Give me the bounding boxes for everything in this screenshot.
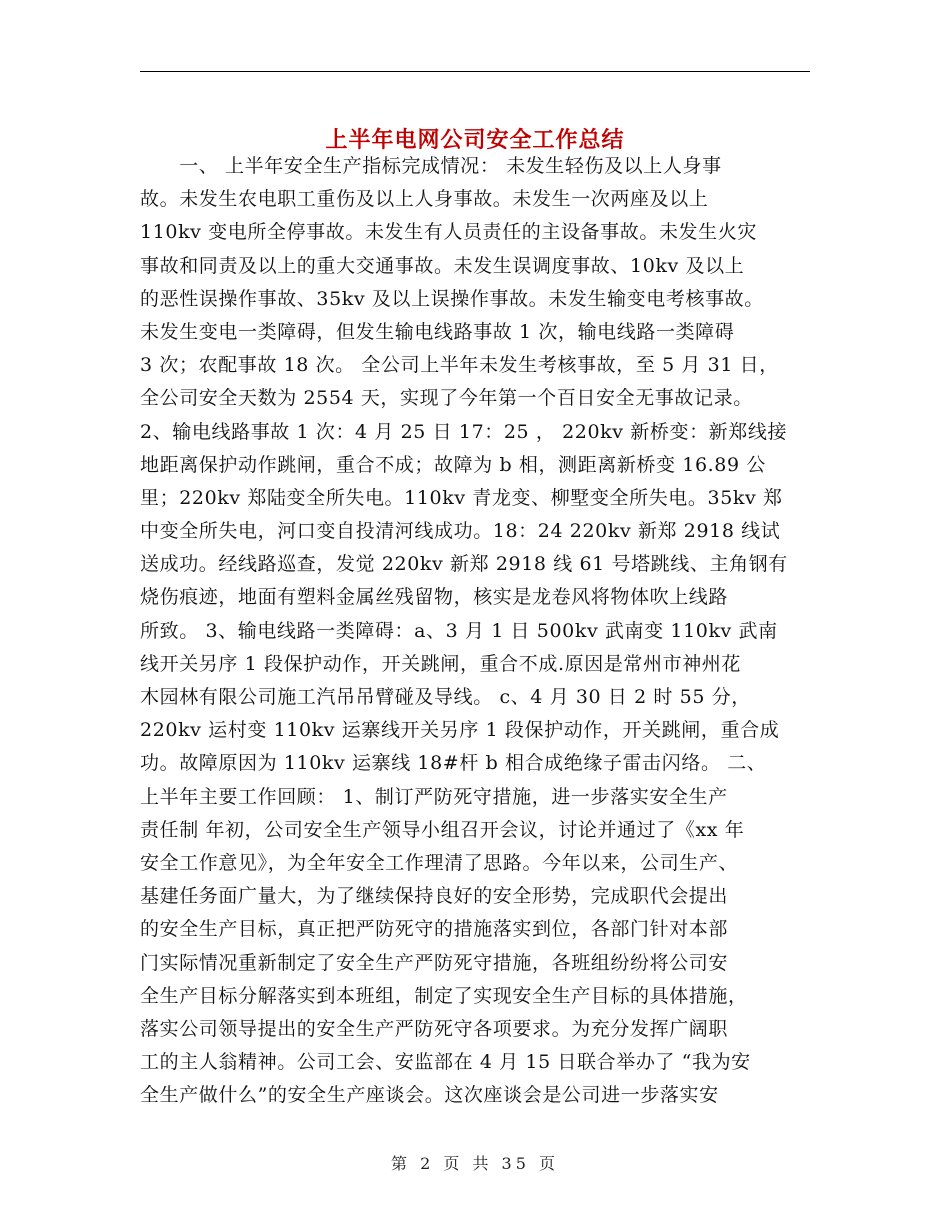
body-line: 门实际情况重新制定了安全生产严防死守措施，各班组纷纷将公司安 xyxy=(140,951,729,974)
body-line: 地距离保护动作跳闸，重合不成；故障为 b 相，测距离新桥变 16.89 公 xyxy=(140,453,766,476)
body-line: 故。未发生农电职工重伤及以上人身事故。未发生一次两座及以上 xyxy=(140,188,709,211)
document-body xyxy=(140,150,812,1112)
body-line: 的恶性误操作事故、35kv 及以上误操作事故。未发生输变电考核事故。 xyxy=(140,287,764,310)
body-line: 所致。 3、输电线路一类障碍：a、3 月 1 日 500kv 武南变 110kv 武南 xyxy=(140,619,778,642)
body-line: 2、输电线路事故 1 次：4 月 25 日 17：25 ， 220kv 新桥变：新郑线接 xyxy=(140,420,788,443)
body-line: 一、 上半年安全生产指标完成情况： 未发生轻伤及以上人身事 xyxy=(140,155,722,177)
body-line: 线开关另序 1 段保护动作，开关跳闸，重合不成.原因是常州市神州花 xyxy=(140,652,742,675)
body-line: 安全工作意见》，为全年安全工作理清了思路。今年以来，公司生产、 xyxy=(140,851,739,874)
body-line: 功。故障原因为 110kv 运寨线 18#杆 b 相合成绝缘子雷击闪络。 二、 xyxy=(140,752,767,775)
body-line: 全生产做什么”的安全生产座谈会。这次座谈会是公司进一步落实安 xyxy=(140,1084,719,1107)
body-line: 事故和同责及以上的重大交通事故。未发生误调度事故、10kv 及以上 xyxy=(140,254,745,277)
body-line: 的安全生产目标，真正把严防死守的措施落实到位，各部门针对本部 xyxy=(140,918,729,941)
page-number-footer: 第 2 页 共 35 页 xyxy=(391,1154,559,1173)
document-title: 上半年电网公司安全工作总结 xyxy=(325,127,625,153)
body-line: 落实公司领导提出的安全生产严防死守各项要求。为充分发挥广阔职 xyxy=(140,1017,729,1040)
body-line: 220kv 运村变 110kv 运寨线开关另序 1 段保护动作，开关跳闸，重合成 xyxy=(140,719,780,742)
body-line: 里；220kv 郑陆变全所失电。110kv 青龙变、柳墅变全所失电。35kv 郑 xyxy=(140,486,783,509)
body-line: 责任制 年初，公司安全生产领导小组召开会议，讨论并通过了《xx 年 xyxy=(140,818,745,841)
body-line: 工的主人翁精神。公司工会、安监部在 4 月 15 日联合举办了 “我为安 xyxy=(140,1051,751,1074)
body-line: 烧伤痕迹，地面有塑料金属丝残留物，核实是龙卷风将物体吹上线路 xyxy=(140,586,729,609)
body-line: 未发生变电一类障碍，但发生输电线路事故 1 次，输电线路一类障碍 xyxy=(140,320,735,343)
body-line: 3 次；农配事故 18 次。 全公司上半年未发生考核事故，至 5 月 31 日， xyxy=(140,354,779,377)
body-line: 110kv 变电所全停事故。未发生有人员责任的主设备事故。未发生火灾 xyxy=(140,221,757,244)
body-line: 送成功。经线路巡查，发觉 220kv 新郑 2918 线 61 号塔跳线、主角钢有 xyxy=(140,553,788,576)
body-line: 全生产目标分解落实到本班组，制定了实现安全生产目标的具体措施， xyxy=(140,984,748,1007)
body-line: 全公司安全天数为 2554 天，实现了今年第一个百日安全无事故记录。 xyxy=(140,387,753,410)
body-line: 中变全所失电，河口变自投清河线成功。18：24 220kv 新郑 2918 线试 xyxy=(140,520,781,543)
body-line: 基建任务面广量大，为了继续保持良好的安全形势，完成职代会提出 xyxy=(140,885,729,908)
body-line: 木园林有限公司施工汽吊吊臂碰及导线。 c、4 月 30 日 2 时 55 分， xyxy=(140,686,751,708)
header-rule xyxy=(140,71,810,72)
body-line: 上半年主要工作回顾： 1、制订严防死守措施，进一步落实安全生产 xyxy=(140,785,728,808)
